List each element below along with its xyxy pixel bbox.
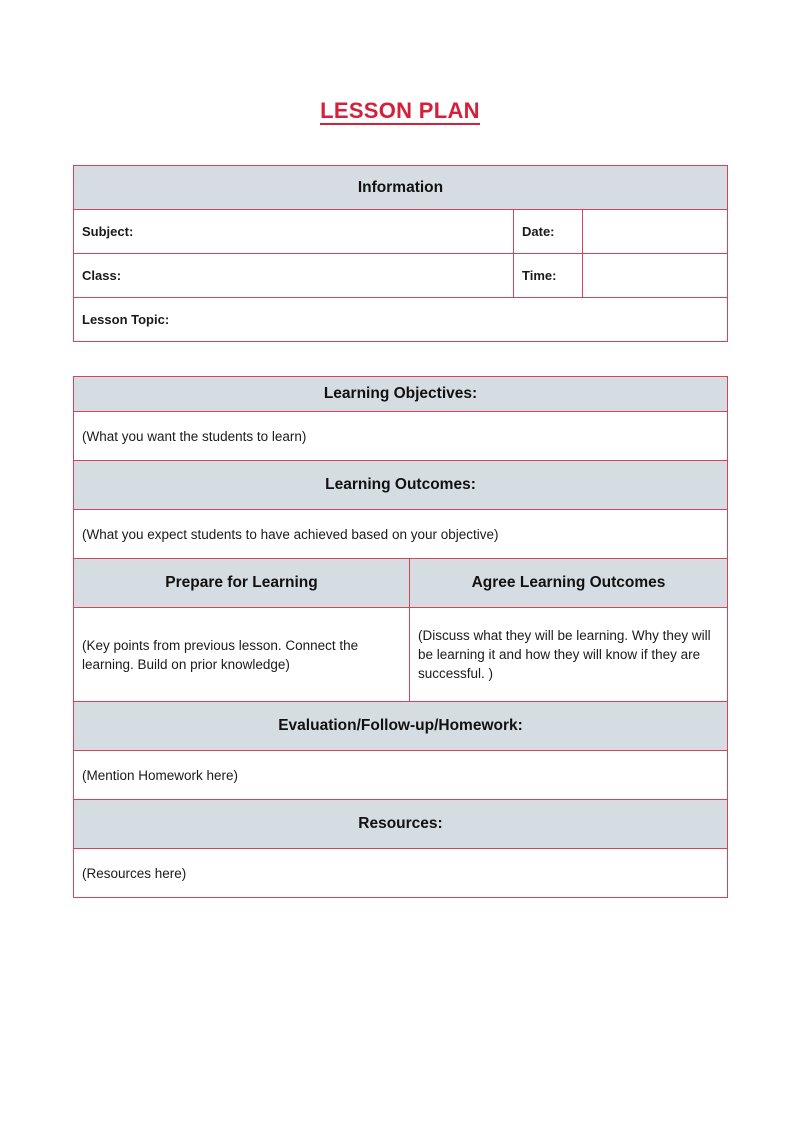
evaluation-header: Evaluation/Follow-up/Homework:: [74, 702, 728, 751]
prepare-for-learning-header: Prepare for Learning: [74, 559, 410, 608]
page-title-text: LESSON PLAN: [320, 98, 480, 123]
subject-label: Subject:: [74, 210, 514, 254]
resources-text: (Resources here): [74, 849, 728, 898]
information-table: [73, 165, 728, 342]
lesson-plan-table: [73, 376, 728, 898]
time-label: Time:: [514, 254, 583, 298]
resources-header: Resources:: [74, 800, 728, 849]
learning-objectives-text: (What you want the students to learn): [74, 412, 728, 461]
class-label: Class:: [74, 254, 514, 298]
agree-learning-outcomes-text: (Discuss what they will be learning. Why they will be learning it and how they will know if they are successful. ): [410, 608, 728, 702]
date-label: Date:: [514, 210, 583, 254]
lesson-topic-label: Lesson Topic:: [74, 298, 728, 342]
information-header: Information: [74, 166, 728, 210]
prepare-for-learning-text: (Key points from previous lesson. Connect the learning. Build on prior knowledge): [74, 608, 410, 702]
date-field[interactable]: [583, 210, 728, 254]
agree-learning-outcomes-header: Agree Learning Outcomes: [410, 559, 728, 608]
learning-outcomes-text: (What you expect students to have achieved based on your objective): [74, 510, 728, 559]
evaluation-text: (Mention Homework here): [74, 751, 728, 800]
learning-objectives-header: Learning Objectives:: [74, 377, 728, 412]
page-title: [0, 98, 800, 124]
time-field[interactable]: [583, 254, 728, 298]
learning-outcomes-header: Learning Outcomes:: [74, 461, 728, 510]
